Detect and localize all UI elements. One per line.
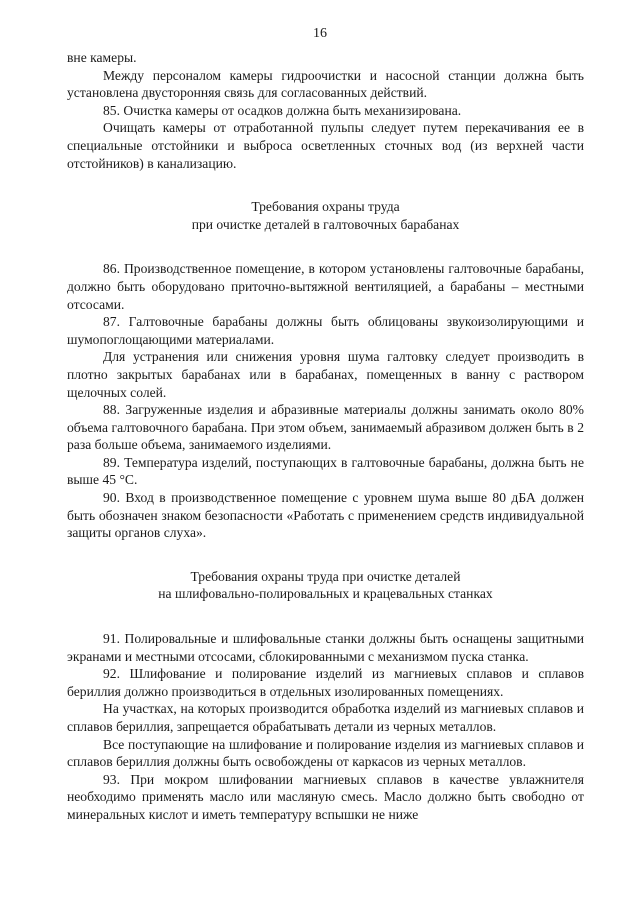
section-heading-grinding bbox=[67, 568, 584, 603]
page-content bbox=[67, 49, 584, 824]
page-number: 16 bbox=[313, 26, 327, 41]
paragraph: вне камеры. bbox=[67, 50, 137, 65]
paragraph: На участках, на которых производится обработка изделий из магниевых сплавов и сплавов бериллия, запрещается обрабатывать детали из черных металлов. bbox=[67, 701, 584, 734]
section-barrels-paragraphs bbox=[67, 260, 584, 542]
paragraph: 92. Шлифование и полирование изделий из магниевых сплавов и сплавов бериллия должно производиться в отдельных изолированных помещениях. bbox=[67, 666, 584, 699]
paragraph: 87. Галтовочные барабаны должны быть облицованы звукоизолирующими и шумопоглощающими материалами. bbox=[67, 314, 584, 347]
paragraph: 93. При мокром шлифовании магниевых сплавов в качестве увлажнителя необходимо применять масло или масляную смесь. Масло должно быть свободно от минеральных кислот и иметь температуру вспышки не ниже bbox=[67, 771, 584, 822]
section-grinding-paragraphs bbox=[67, 630, 584, 824]
heading-line: Требования охраны труда bbox=[251, 199, 400, 215]
paragraph: 88. Загруженные изделия и абразивные материалы должны занимать около 80% объема галтовочного барабана. При этом объем, занимаемый абразивом должен быть в 2 раза больше объема, занимаемого изделиями. bbox=[67, 402, 584, 453]
intro-paragraphs bbox=[67, 49, 584, 172]
paragraph: Для устранения или снижения уровня шума галтовку следует производить в плотно закрытых барабанах или в барабанах, помещенных в ванну с раствором щелочных солей. bbox=[67, 349, 584, 400]
paragraph: 85. Очистка камеры от осадков должна быть механизирована. bbox=[103, 102, 462, 118]
paragraph: Очищать камеры от отработанной пульпы следует путем перекачивания ее в специальные отстойники и выброса осветленных сточных вод (из верхней части отстойников) в канализацию. bbox=[67, 120, 584, 171]
paragraph: 86. Производственное помещение, в котором установлены галтовочные барабаны, должно быть оборудовано приточно-вытяжной вентиляцией, а барабаны – местными отсосами. bbox=[67, 261, 584, 312]
paragraph: Все поступающие на шлифование и полирование изделия из магниевых сплавов и сплавов бериллия должны быть освобождены от каркасов из черных металлов. bbox=[67, 736, 584, 770]
section-heading-barrels bbox=[67, 198, 584, 233]
paragraph: Между персоналом камеры гидроочистки и насосной станции должна быть установлена двусторонняя связь для согласованных действий. bbox=[67, 67, 584, 101]
paragraph: 90. Вход в производственное помещение с уровнем шума выше 80 дБА должен быть обозначен знаком безопасности «Работать с применением средств индивидуальной защиты органов слуха». bbox=[67, 490, 584, 541]
heading-line: при очистке деталей в галтовочных барабанах bbox=[191, 216, 460, 232]
paragraph: 89. Температура изделий, поступающих в галтовочные барабаны, должна быть не выше 45 °С. bbox=[67, 454, 584, 488]
heading-line: Требования охраны труда при очистке деталей bbox=[190, 568, 461, 584]
heading-line: на шлифовально-полировальных и крацевальных станках bbox=[158, 586, 493, 602]
paragraph: 91. Полировальные и шлифовальные станки должны быть оснащены защитными экранами и местными отсосами, сблокированными с механизмом пуска станка. bbox=[67, 631, 584, 664]
